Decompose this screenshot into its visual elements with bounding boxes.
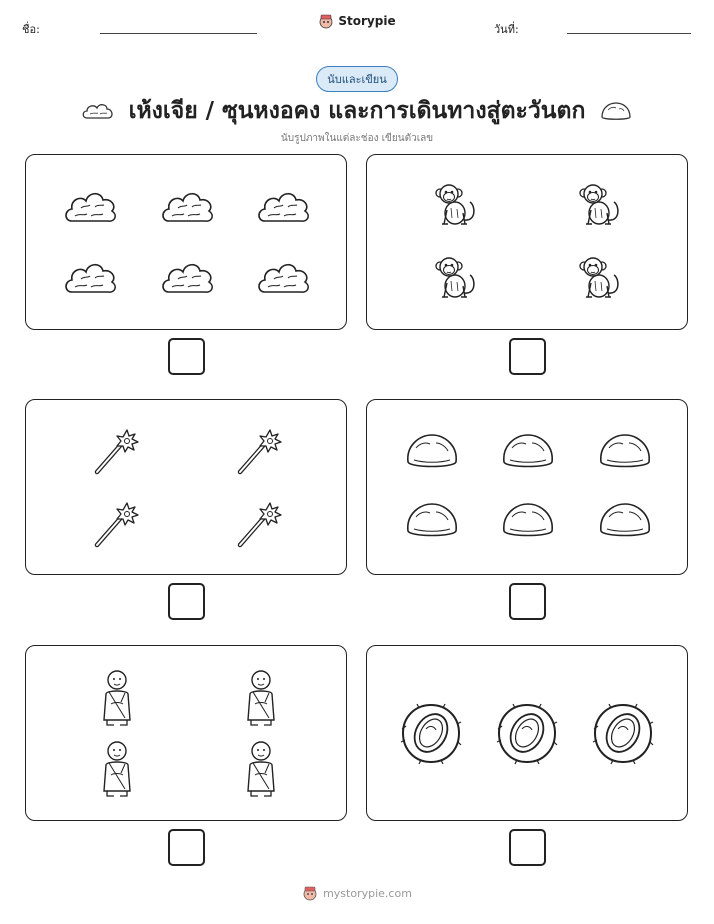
peach-bun-icon bbox=[504, 435, 552, 467]
name-label: ชื่อ: bbox=[22, 23, 40, 36]
coconut-icon bbox=[401, 704, 461, 764]
footer bbox=[0, 885, 714, 901]
peach-bun-icon bbox=[408, 504, 456, 536]
cloud-icon bbox=[66, 265, 115, 292]
answer-box-buns[interactable] bbox=[509, 583, 546, 620]
storypie-mascot-icon bbox=[302, 885, 318, 901]
peach-bun-icon bbox=[599, 99, 633, 123]
monk-icon bbox=[104, 742, 130, 796]
panel-items bbox=[26, 400, 348, 576]
answer-box-coconuts[interactable] bbox=[509, 829, 546, 866]
answer-box-monks[interactable] bbox=[168, 829, 205, 866]
answer-box-staffs[interactable] bbox=[168, 583, 205, 620]
cloud-icon bbox=[259, 265, 308, 292]
panel-items bbox=[26, 155, 348, 331]
monkey-icon bbox=[436, 258, 474, 297]
page-title: เห้งเจีย / ซุนหงอคง และการเดินทางสู่ตะวันตก bbox=[128, 98, 586, 124]
count-panel-coconuts bbox=[366, 645, 688, 821]
magic-staff-icon bbox=[240, 503, 281, 545]
panel-items bbox=[26, 646, 348, 822]
cloud-icon bbox=[163, 194, 212, 221]
monk-icon bbox=[248, 671, 274, 725]
monk-icon bbox=[104, 671, 130, 725]
date-line[interactable] bbox=[567, 33, 691, 34]
monkey-icon bbox=[436, 185, 474, 224]
peach-bun-icon bbox=[408, 435, 456, 467]
footer-url[interactable]: mystorypie.com bbox=[323, 886, 412, 900]
date-label: วันที่: bbox=[494, 23, 519, 36]
peach-bun-icon bbox=[601, 435, 649, 467]
peach-bun-icon bbox=[504, 504, 552, 536]
monkey-icon bbox=[580, 258, 618, 297]
brand-name: Storypie bbox=[338, 14, 396, 28]
storypie-mascot-icon bbox=[318, 13, 334, 29]
coconut-icon bbox=[593, 704, 653, 764]
count-panel-clouds bbox=[25, 154, 347, 330]
monk-icon bbox=[248, 742, 274, 796]
count-panel-staffs bbox=[25, 399, 347, 575]
panel-items bbox=[367, 400, 689, 576]
answer-box-monkeys[interactable] bbox=[509, 338, 546, 375]
count-panel-monks bbox=[25, 645, 347, 821]
cloud-icon bbox=[81, 99, 115, 123]
cloud-icon bbox=[259, 194, 308, 221]
magic-staff-icon bbox=[240, 430, 281, 472]
panel-items bbox=[367, 155, 689, 331]
cloud-icon bbox=[163, 265, 212, 292]
coconut-icon bbox=[497, 704, 557, 764]
cloud-icon bbox=[66, 194, 115, 221]
peach-bun-icon bbox=[601, 504, 649, 536]
panel-items bbox=[367, 646, 689, 822]
magic-staff-icon bbox=[97, 430, 138, 472]
answer-box-clouds[interactable] bbox=[168, 338, 205, 375]
count-panel-buns bbox=[366, 399, 688, 575]
name-line[interactable] bbox=[100, 33, 257, 34]
activity-badge: นับและเขียน bbox=[316, 66, 398, 92]
count-panel-monkeys bbox=[366, 154, 688, 330]
monkey-icon bbox=[580, 185, 618, 224]
instructions: นับรูปภาพในแต่ละช่อง เขียนตัวเลข bbox=[280, 133, 434, 144]
title-row bbox=[0, 93, 714, 129]
magic-staff-icon bbox=[97, 503, 138, 545]
brand-logo bbox=[0, 13, 714, 29]
